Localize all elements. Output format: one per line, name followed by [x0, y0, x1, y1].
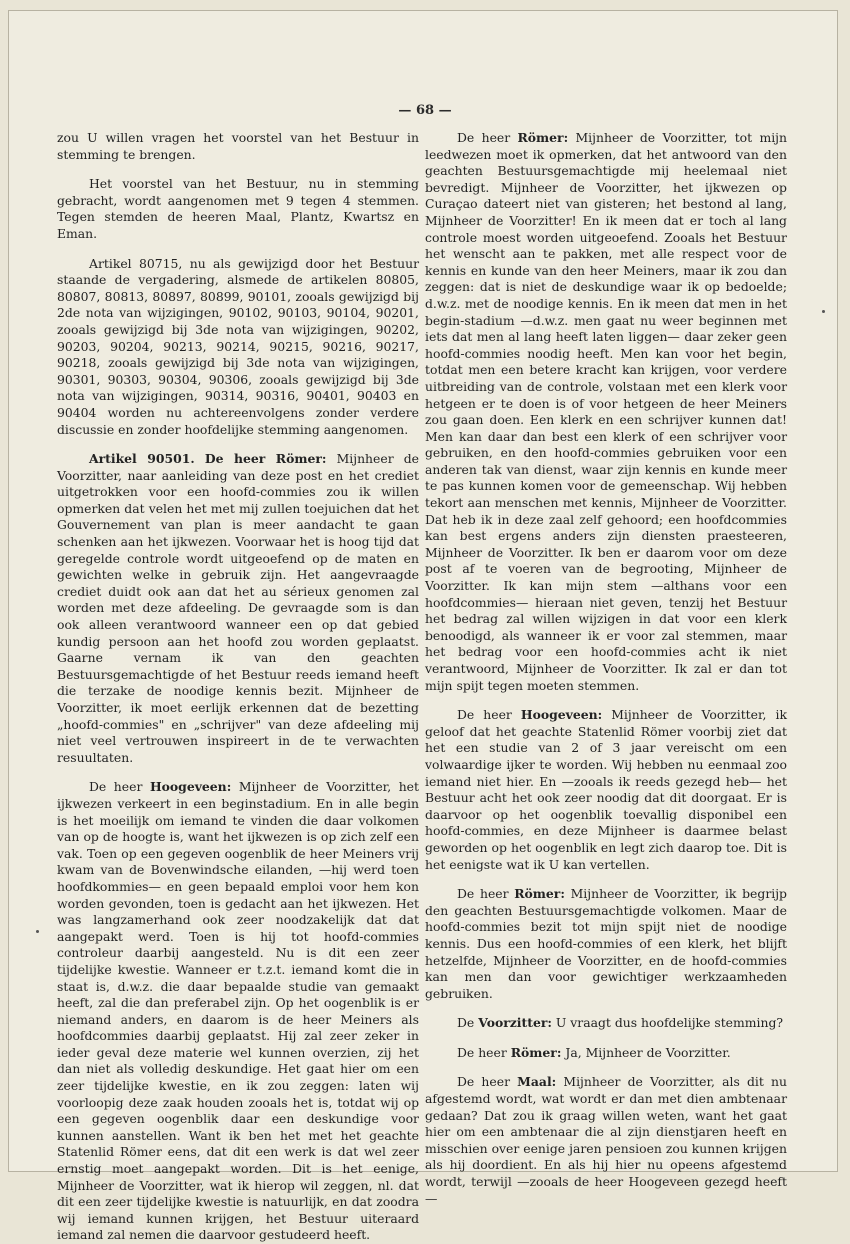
paragraph [57, 451, 419, 766]
speech-text: Mijnheer de Voorzitter, naar aanleiding van deze post en het crediet uitgetrokken voor een hoofd-commies zou ik willen opmerken dat velen het met mij zullen toejuichen dat het Gouvernement van plan is meer aandacht te gaan schenken aan het ijkwezen. Voorwaar het is hoog tijd dat geregelde controle wordt uitgeoefend op de maten en gewichten welke in gebruik zijn. Het aangevraagde crediet duidt ook aan dat het au sérieux genomen zal worden met deze afdeeling. De gevraagde som is dan ook alleen verantwoord wanneer een op dat gebied kundig persoon aan het hoofd zou worden geplaatst. Gaarne vernam ik van den geachten Bestuursgemachtigde of het Bestuur reeds iemand heeft die terzake de noodige kennis bezit. Mijnheer de Voorzitter, ik moet eerlijk erkennen dat de bezetting „hoofd-commies" en „schrijver" van deze afdeeling mij niet veel vertrouwen inspireert in de te verwachten resuultaten. [57, 451, 420, 765]
speaker-name: Römer: [517, 130, 569, 145]
paragraph [425, 1045, 787, 1062]
paragraph: Artikel 80715, nu als gewijzigd door het Bestuur staande de vergadering, alsmede de artikelen 80805, 80807, 80813, 80897, 80899, 90101, zooals gewijzigd bij 2de nota van wijzigingen, 90102, 90103, 90104, 90201, zooals gewijzigd bij 3de nota van wijzigingen, 90202, 90203, 90204, 90213, 90214, 90215, 90216, 90217, 90218, zooals gewijzigd bij 3de nota van wijzigingen, 90301, 90303, 90304, 90306, zooals gewijzigd bij 3de nota van wijzigingen, 90314, 90316, 90401, 90403 en 90404 worden nu achtereenvolgens zonder verdere discussie en zonder hoofdelijke stemming aangenomen. [57, 255, 419, 437]
speaker-name: Hoogeveen: [520, 707, 603, 723]
paragraph: Het voorstel van het Bestuur, nu in stemming gebracht, wordt aangenomen met 9 tegen 4 stemmen. Tegen stemden de heeren Maal, Plantz, Kwartsz en Eman. [57, 176, 419, 241]
paragraph [425, 1074, 787, 1207]
speaker-prefix: De heer [457, 1074, 510, 1090]
speaker-prefix: De heer [457, 707, 512, 723]
speech-text: Ja, Mijnheer de Voorzitter. [565, 1044, 731, 1060]
article-label: Artikel 90501. [89, 451, 195, 467]
left-column [57, 130, 419, 1244]
paragraph [425, 130, 787, 694]
speaker-name: Römer: [510, 1044, 562, 1060]
right-column [425, 130, 787, 1207]
speech-text: Mijnheer de Voorzitter, tot mijn leedwezen moet ik opmerken, dat het antwoord van den geachten Bestuursgemachtigde mij heelemaal niet bevredigt. Mijnheer de Voorzitter, het ijkwezen op Curaçao dateert niet van gisteren; het bestond al lang, Mijnheer de Voorzitter! En ik meen dat er toch al lang controle moest worden uitgeoefend. Zooals het Bestuur het wenscht aan te pakken, met alle respect voor de kennis en kunde van den heer Meiners, maar ik zou dan zeggen: dat is niet de deskundige waar ik op bedoelde; d.w.z. met de noodige kennis. En ik meen dat men in het begin-stadium —d.w.z. men gaat nu weer beginnen met iets dat men al lang heeft laten liggen— daar zeker geen hoofd-commies noodig heeft. Men kan voor het begin, totdat men een betere kracht kan krijgen, voor verdere uitbreiding van de controle, volstaan met een klerk voor hetgeen er te doen is of voor hetgeen de heer Meiners zou gaan doen. Een klerk en een schrijver kunnen dat! Men kan daar dan best een klerk of een schrijver voor gebruiken, en den hoofd-commies gebruiken voor een anderen tak van dienst, waar zijn kennis en kunde meer te pas kunnen komen voor de gemeenschap. Wij hebben tekort aan menschen met kennis, Mijnheer de Voorzitter. Dat heb ik in deze zaal zelf gehoord; een hoofdcommies kan best ergens anders zijn diensten praesteeren, Mijnheer de Voorzitter. Ik ben er daarom voor om deze post af te voeren van de begrooting, Mijnheer de Voorzitter. Ik kan mijn stem —althans voor een hoofdcommies— hieraan niet geven, tenzij het Bestuur het bedrag zal willen wijzigen in dat voor een klerk benoodigd, als wanneer ik er voor zal stemmen, maar het bedrag voor een hoofd-commies acht ik niet verantwoord, Mijnheer de Voorzitter. Ik zal er dan tot mijn spijt tegen moeten stemmen. [425, 130, 787, 693]
speech-text: Mijnheer de Voorzitter, het ijkwezen verkeert in een beginstadium. En in alle begin is het moeilijk om iemand te vinden die daar volkomen van op de hoogte is, want het ijkwezen is op zich zelf een vak. Toen op een gegeven oogenblik de heer Meiners vrij kwam van de Bovenwindsche eilanden, —hij werd toen hoofdkommies— en geen bepaald emploi voor hem kon worden gevonden, toen is gedacht aan het ijkwezen. Het was langzamerhand ook zeer noodzakelijk dat dat aangepakt werd. Toen is hij tot hoofd-commies controleur daarbij aangesteld. Nu is dit een zeer tijdelijke kwestie. Wanneer er t.z.t. iemand komt die in staat is, d.w.z. die daar bepaalde studie van gemaakt heeft, zal die dan preferabel zijn. Op het oogenblik is er niemand anders, en daarom is de heer Meiners als hoofdcommies daarbij geplaatst. Hij zal zeer zeker in ieder geval deze materie wel kunnen overzien, zij het dan niet als volledig deskundige. Het gaat hier om een zeer tijdelijke kwestie, en ik zou zeggen: laten wij voorloopig deze zaak houden zooals het is, totdat wij op een gegeven oogenblik daar een deskundige voor kunnen aanstellen. Want ik ben het met het geachte Statenlid Römer eens, dat dit een werk is dat wel zeer ernstig moet aangepakt worden. Dit is het eenige, Mijnheer de Voorzitter, wat ik hierop wil zeggen, nl. dat dit een zeer tijdelijke kwestie is natuurlijk, en dat zoodra wij iemand kunnen krijgen, het Bestuur uiteraard iemand zal nemen die daarvoor gestudeerd heeft. [57, 779, 419, 1243]
speaker-name: Maal: [517, 1074, 557, 1090]
speaker-prefix: De heer [89, 779, 143, 795]
speaker-prefix: De heer [457, 130, 511, 145]
speaker-name: De heer Römer: [204, 451, 327, 467]
speaker-prefix: De heer [457, 886, 509, 902]
paragraph [425, 707, 787, 873]
speaker-prefix: De heer [457, 1044, 507, 1060]
paragraph: zou U willen vragen het voorstel van het Bestuur in stemming te brengen. [57, 130, 419, 162]
speech-text: Mijnheer de Voorzitter, ik geloof dat het geachte Statenlid Römer voorbij ziet dat het een studie van 2 of 3 jaar vereischt om een volwaardige ijker te worden. Wij hebben nu eenmaal zoo iemand niet hier. En —zooals ik reeds gezegd heb— het Bestuur acht het ook zeer noodig dat dit doorgaat. Er is daarvoor op het oogenblik toevallig disponibel een hoofd-commies, en deze Mijnheer is daarmee belast geworden op het oogenblik en legt zich daarop toe. Dit is het eenigste wat ik U kan vertellen. [425, 707, 787, 872]
paragraph [425, 886, 787, 1002]
speaker-name: Römer: [514, 886, 565, 902]
speech-text: U vraagt dus hoofdelijke stemming? [555, 1015, 784, 1031]
speaker-name: Hoogeveen: [149, 779, 232, 795]
speaker-name: Voorzitter: [478, 1015, 552, 1031]
margin-mark [36, 930, 39, 933]
paragraph [57, 779, 419, 1244]
speaker-prefix: De [457, 1015, 475, 1031]
speech-text: Mijnheer de Voorzitter, als dit nu afgestemd wordt, wat wordt er dan met dien ambtenaar gedaan? Dat zou ik graag willen weten, want het gaat hier om een ambtenaar die al zijn dienstjaren heeft en misschien over eenige jaren pensioen zou kunnen krijgen als hij doordient. En als hij hier nu opeens afgestemd wordt, terwijl —zooals de heer Hoogeveen gezegd heeft— [425, 1074, 787, 1206]
page-number: — 68 — [398, 103, 452, 118]
speech-text: Mijnheer de Voorzitter, ik begrijp den geachten Bestuursgemachtigde volkomen. Maar de hoofd-commies bezit tot mijn spijt niet de noodige kennis. Dus een hoofd-commies of een klerk, het blijft hetzelfde, Mijnheer de Voorzitter, en de hoofd-commies kan men dan voor gewichtiger werkzaamheden gebruiken. [425, 886, 787, 1001]
paragraph [425, 1015, 787, 1032]
margin-mark [822, 310, 825, 313]
